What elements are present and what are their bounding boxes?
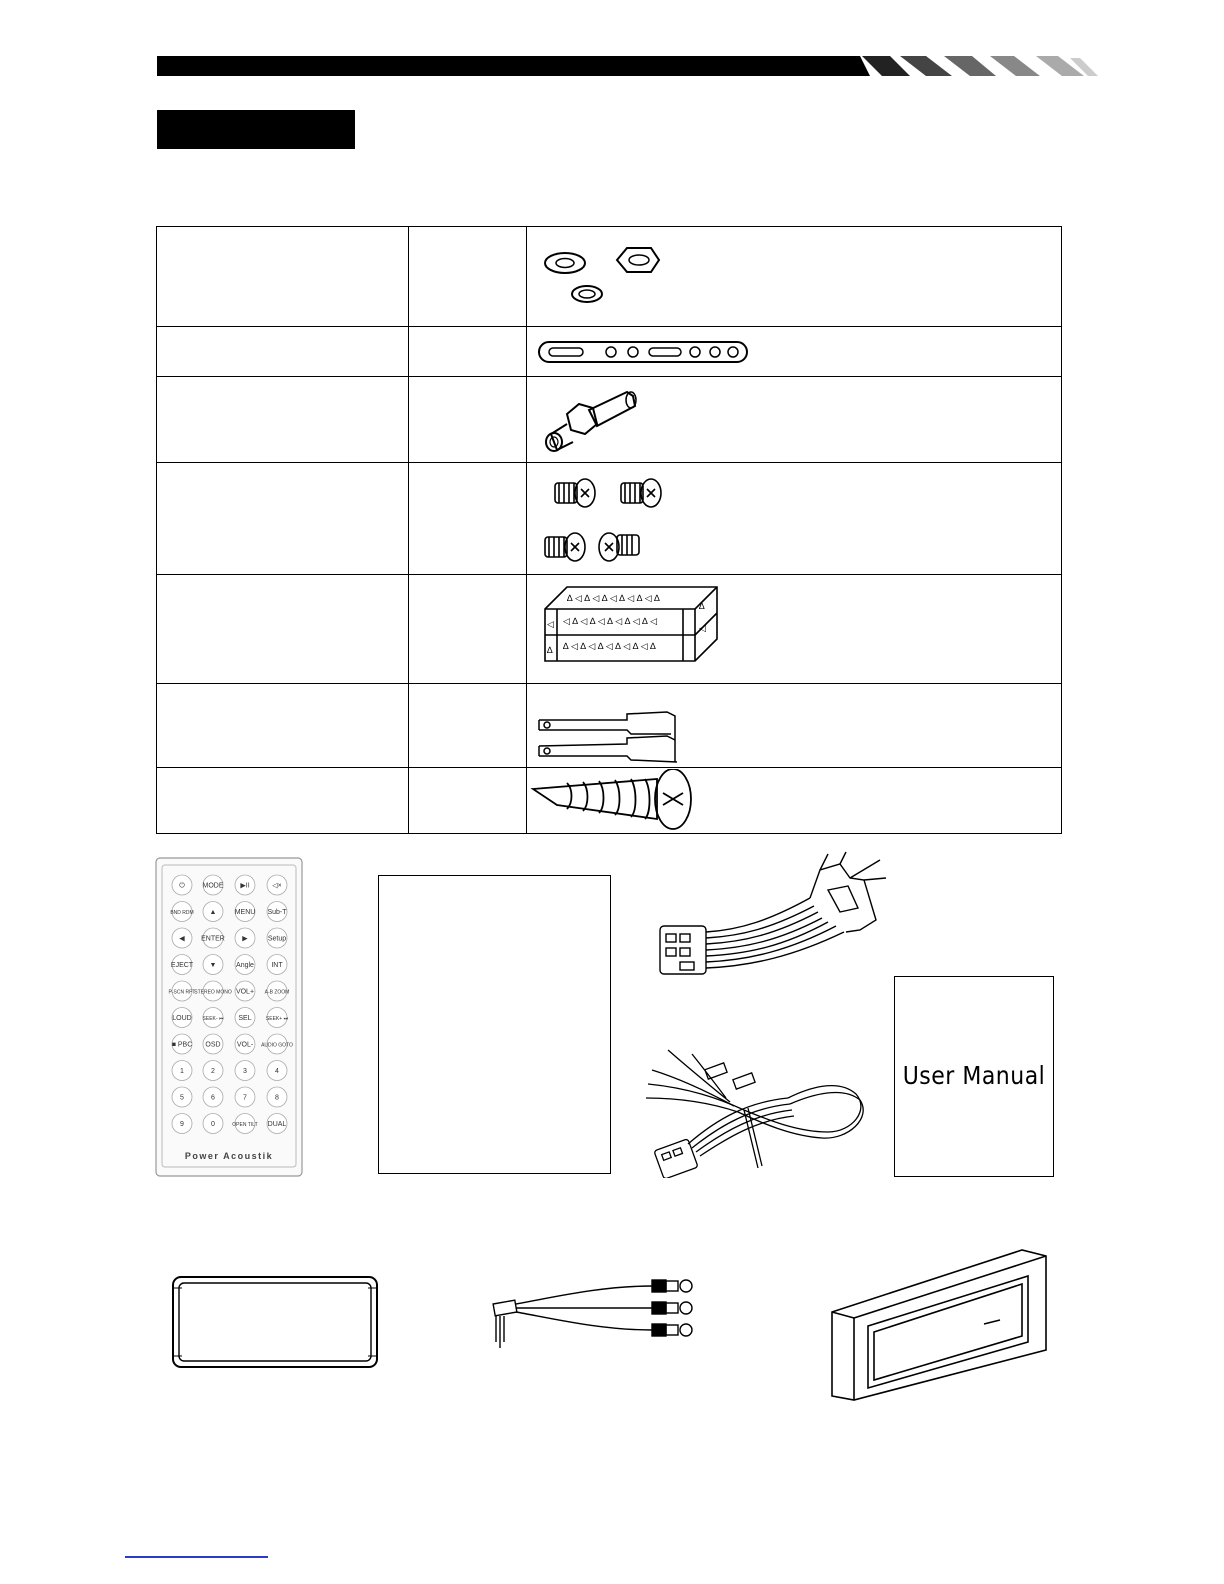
remote-key-label: 7 (243, 1094, 247, 1102)
header-stripe (0, 0, 1224, 90)
remote-key-label: STEREO MONO (194, 989, 232, 996)
remote-key-label: Angle (236, 962, 254, 969)
removal-keys-icon (527, 686, 697, 766)
remote-key-label: 1 (180, 1068, 184, 1075)
remote-key-label: 3 (243, 1068, 247, 1075)
part-name-cell (157, 327, 409, 377)
remote-key-label: ▲ (209, 909, 217, 916)
remote-key-label: DUAL (267, 1121, 287, 1128)
machine-screws-icon (527, 469, 677, 569)
part-image-cell (527, 327, 1062, 377)
part-qty-cell (409, 377, 527, 463)
mounting-strap-icon (527, 337, 767, 367)
remote-key-label: 6 (211, 1094, 215, 1102)
svg-text:◁: ◁ (699, 623, 706, 633)
remote-key-label: ◀ (179, 935, 185, 943)
remote-key-label: ENTER (201, 935, 225, 943)
remote-key-label: SEEK- ⏮ (202, 1016, 224, 1022)
table-row (157, 684, 1062, 768)
part-image-cell (527, 463, 1062, 575)
remote-key-label: AUDIO GOTO (261, 1042, 293, 1049)
table-row (157, 227, 1062, 327)
remote-key-label: A-B ZOOM (264, 989, 290, 996)
part-name-cell (157, 463, 409, 575)
remote-key-label: SEL (238, 1015, 252, 1022)
user-manual-booklet (894, 976, 1054, 1177)
part-qty-cell (409, 684, 527, 768)
part-image-cell (527, 768, 1062, 834)
remote-key-label: INT (271, 962, 283, 969)
part-name-cell (157, 227, 409, 327)
threaded-bolt-icon (527, 380, 667, 460)
svg-text:∆ ◁ ∆ ◁ ∆ ◁ ∆ ◁ ∆ ◁ ∆: ∆ ◁ ∆ ◁ ∆ ◁ ∆ ◁ ∆ ◁ ∆ (563, 641, 656, 651)
trim-frame-illustration (824, 1242, 1058, 1402)
remote-key-label: P-SCN RPT (168, 989, 196, 996)
remote-key-label: VOL- (236, 1041, 254, 1049)
section-title-tab (157, 110, 355, 149)
tapping-screw-icon (527, 769, 707, 833)
remote-key-label: BND RDM (170, 910, 194, 916)
part-image-cell (527, 227, 1062, 327)
part-qty-cell (409, 575, 527, 684)
wiring-harness-illustration (650, 850, 890, 990)
user-manual-title: User Manual (902, 1062, 1046, 1091)
remote-key-label: OPEN TILT (232, 1122, 258, 1128)
remote-key-label: OSD (205, 1041, 221, 1049)
table-row (157, 575, 1062, 684)
remote-key-label: MODE (202, 882, 224, 890)
remote-key-label: 9 (180, 1121, 184, 1128)
faceplate-case-illustration (172, 1276, 378, 1368)
remote-control-illustration (155, 857, 303, 1177)
part-image-cell (527, 684, 1062, 768)
remote-brand-label: Power Acoustik (184, 1151, 274, 1161)
remote-key-label: ▶II (240, 882, 250, 890)
accessories-table (156, 226, 1062, 834)
part-qty-cell (409, 463, 527, 575)
part-name-cell (157, 768, 409, 834)
av-cable-illustration (490, 1276, 700, 1351)
remote-key-label: SEEK+ ⏭ (265, 1016, 289, 1022)
part-qty-cell (409, 227, 527, 327)
part-name-cell (157, 684, 409, 768)
table-row (157, 327, 1062, 377)
table-row (157, 463, 1062, 575)
remote-key-label: 0 (211, 1121, 215, 1128)
remote-key-label: 5 (180, 1094, 184, 1102)
remote-key-label: 2 (211, 1068, 215, 1075)
svg-text:◁: ◁ (547, 619, 554, 629)
table-row (157, 768, 1062, 834)
part-qty-cell (409, 768, 527, 834)
wiring-harness-illustration (638, 1048, 870, 1178)
svg-text:∆: ∆ (547, 645, 553, 655)
svg-text:∆ ◁ ∆ ◁ ∆ ◁ ∆ ◁ ∆ ◁ ∆: ∆ ◁ ∆ ◁ ∆ ◁ ∆ ◁ ∆ ◁ ∆ (567, 593, 660, 603)
svg-text:∆: ∆ (699, 601, 705, 611)
washers-and-nut-icon (527, 242, 727, 312)
blank-card (378, 875, 611, 1174)
remote-key-label: Sub-T (267, 909, 287, 916)
remote-key-label: Setup (267, 935, 287, 943)
part-qty-cell (409, 327, 527, 377)
remote-key-label: LOUD (172, 1015, 192, 1022)
remote-key-label: ▶ (242, 935, 248, 943)
remote-key-label: ⏻ (179, 882, 185, 890)
remote-key-label: VOL+ (235, 988, 255, 996)
remote-key-label: ■ PBC (171, 1041, 193, 1049)
part-name-cell (157, 575, 409, 684)
mounting-sleeve-icon (527, 579, 737, 679)
remote-key-label: 4 (275, 1068, 279, 1075)
remote-key-label: EJECT (170, 962, 194, 969)
part-image-cell (527, 575, 1062, 684)
remote-key-label: MENU (234, 909, 256, 916)
remote-key-label: ◁× (272, 882, 282, 890)
remote-key-label: 8 (275, 1094, 279, 1102)
footer-link-underline (125, 1556, 268, 1558)
part-image-cell (527, 377, 1062, 463)
table-row (157, 377, 1062, 463)
remote-key-label: ▼ (209, 962, 217, 969)
svg-text:◁ ∆ ◁ ∆ ◁ ∆ ◁ ∆ ◁ ∆ ◁: ◁ ∆ ◁ ∆ ◁ ∆ ◁ ∆ ◁ ∆ ◁ (563, 616, 658, 626)
part-name-cell (157, 377, 409, 463)
